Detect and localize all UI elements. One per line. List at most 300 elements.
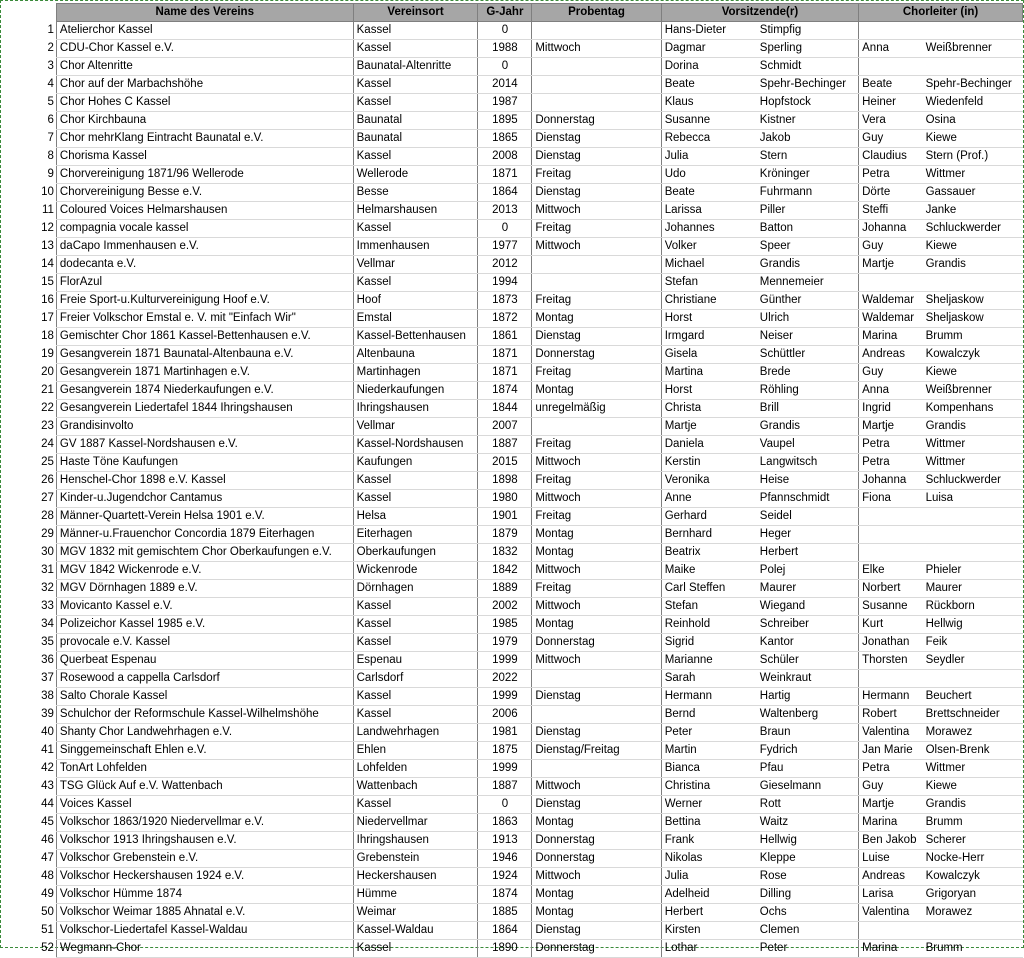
cell-chorleiter-last[interactable]: Feik [923, 634, 1023, 652]
cell-ort[interactable]: Kassel [353, 40, 478, 58]
cell-vorsitz-last[interactable]: Neiser [757, 328, 859, 346]
cell-ort[interactable]: Wellerode [353, 166, 478, 184]
cell-chorleiter-first[interactable]: Johanna [859, 220, 923, 238]
cell-ort[interactable]: Martinhagen [353, 364, 478, 382]
cell-year[interactable]: 1994 [478, 274, 532, 292]
cell-name[interactable]: Volkschor 1913 Ihringshausen e.V. [56, 832, 353, 850]
cell-tag[interactable]: Freitag [532, 292, 661, 310]
cell-year[interactable]: 1985 [478, 616, 532, 634]
cell-tag[interactable]: Freitag [532, 166, 661, 184]
cell-year[interactable]: 1874 [478, 886, 532, 904]
cell-tag[interactable]: Dienstag [532, 724, 661, 742]
cell-tag[interactable]: Mittwoch [532, 202, 661, 220]
row-number[interactable]: 35 [41, 636, 54, 648]
cell-vorsitz-last[interactable]: Günther [757, 292, 859, 310]
cell-year[interactable]: 1988 [478, 40, 532, 58]
cell-year[interactable]: 2022 [478, 670, 532, 688]
cell-year[interactable]: 1832 [478, 544, 532, 562]
cell-ort[interactable]: Kassel [353, 22, 478, 40]
row-number[interactable]: 18 [41, 330, 54, 342]
cell-chorleiter-first[interactable]: Fiona [859, 490, 923, 508]
cell-tag[interactable]: Dienstag [532, 184, 661, 202]
row-number[interactable]: 25 [41, 456, 54, 468]
cell-tag[interactable]: Dienstag/Freitag [532, 742, 661, 760]
cell-chorleiter-first[interactable]: Petra [859, 760, 923, 778]
row-number[interactable]: 45 [41, 816, 54, 828]
cell-chorleiter-last[interactable]: Wittmer [923, 166, 1023, 184]
header-chorleiter[interactable]: Chorleiter (in) [859, 4, 1023, 22]
cell-vorsitz-first[interactable]: Julia [661, 868, 757, 886]
cell-chorleiter-last[interactable]: Stern (Prof.) [923, 148, 1023, 166]
cell-chorleiter-first[interactable]: Jan Marie [859, 742, 923, 760]
cell-name[interactable]: Salto Chorale Kassel [56, 688, 353, 706]
cell-vorsitz-last[interactable]: Kantor [757, 634, 859, 652]
cell-vorsitz-first[interactable]: Christiane [661, 292, 757, 310]
cell-chorleiter-first[interactable]: Robert [859, 706, 923, 724]
cell-chorleiter-last[interactable] [923, 544, 1023, 562]
cell-vorsitz-last[interactable]: Jakob [757, 130, 859, 148]
cell-chorleiter-last[interactable] [923, 22, 1023, 40]
cell-vorsitz-first[interactable]: Peter [661, 724, 757, 742]
cell-vorsitz-first[interactable]: Daniela [661, 436, 757, 454]
cell-vorsitz-first[interactable]: Martin [661, 742, 757, 760]
cell-tag[interactable]: Donnerstag [532, 634, 661, 652]
cell-chorleiter-last[interactable]: Kiewe [923, 778, 1023, 796]
row-number[interactable]: 16 [41, 294, 54, 306]
cell-chorleiter-first[interactable]: Norbert [859, 580, 923, 598]
row-number[interactable]: 5 [47, 96, 54, 108]
cell-name[interactable]: Männer-u.Frauenchor Concordia 1879 Eiterhagen [56, 526, 353, 544]
cell-tag[interactable]: Dienstag [532, 796, 661, 814]
row-number[interactable]: 43 [41, 780, 54, 792]
cell-chorleiter-last[interactable]: Sheljaskow [923, 292, 1023, 310]
cell-chorleiter-first[interactable]: Guy [859, 778, 923, 796]
cell-vorsitz-last[interactable]: Wiegand [757, 598, 859, 616]
cell-vorsitz-first[interactable]: Rebecca [661, 130, 757, 148]
row-number[interactable]: 27 [41, 492, 54, 504]
cell-vorsitz-last[interactable]: Rott [757, 796, 859, 814]
cell-vorsitz-last[interactable]: Waltenberg [757, 706, 859, 724]
cell-year[interactable]: 2013 [478, 202, 532, 220]
cell-chorleiter-last[interactable] [923, 526, 1023, 544]
cell-chorleiter-first[interactable]: Steffi [859, 202, 923, 220]
cell-year[interactable]: 1861 [478, 328, 532, 346]
row-number[interactable]: 19 [41, 348, 54, 360]
cell-year[interactable]: 2007 [478, 418, 532, 436]
cell-chorleiter-last[interactable]: Wittmer [923, 454, 1023, 472]
cell-vorsitz-last[interactable]: Heger [757, 526, 859, 544]
cell-chorleiter-first[interactable] [859, 544, 923, 562]
cell-chorleiter-first[interactable]: Guy [859, 238, 923, 256]
cell-tag[interactable]: Donnerstag [532, 832, 661, 850]
cell-ort[interactable]: Espenau [353, 652, 478, 670]
cell-ort[interactable]: Besse [353, 184, 478, 202]
row-number[interactable]: 51 [41, 924, 54, 936]
cell-chorleiter-first[interactable]: Guy [859, 364, 923, 382]
cell-ort[interactable]: Baunatal [353, 112, 478, 130]
cell-tag[interactable] [532, 706, 661, 724]
cell-vorsitz-last[interactable]: Waitz [757, 814, 859, 832]
cell-tag[interactable]: Mittwoch [532, 598, 661, 616]
cell-ort[interactable]: Baunatal [353, 130, 478, 148]
cell-ort[interactable]: Kassel [353, 472, 478, 490]
cell-name[interactable]: dodecanta e.V. [56, 256, 353, 274]
cell-vorsitz-first[interactable]: Bernhard [661, 526, 757, 544]
cell-name[interactable]: Gesangverein 1871 Martinhagen e.V. [56, 364, 353, 382]
cell-vorsitz-first[interactable]: Volker [661, 238, 757, 256]
cell-chorleiter-first[interactable]: Petra [859, 454, 923, 472]
cell-vorsitz-last[interactable]: Speer [757, 238, 859, 256]
row-number[interactable]: 50 [41, 906, 54, 918]
cell-vorsitz-last[interactable]: Kistner [757, 112, 859, 130]
cell-tag[interactable]: Montag [532, 904, 661, 922]
cell-vorsitz-first[interactable]: Stefan [661, 274, 757, 292]
cell-chorleiter-last[interactable]: Luisa [923, 490, 1023, 508]
header-tag[interactable]: Probentag [532, 4, 661, 22]
cell-name[interactable]: Männer-Quartett-Verein Helsa 1901 e.V. [56, 508, 353, 526]
cell-vorsitz-last[interactable]: Grandis [757, 418, 859, 436]
cell-chorleiter-first[interactable]: Heiner [859, 94, 923, 112]
cell-vorsitz-last[interactable]: Clemen [757, 922, 859, 940]
cell-chorleiter-first[interactable]: Waldemar [859, 292, 923, 310]
cell-vorsitz-last[interactable]: Schmidt [757, 58, 859, 76]
cell-tag[interactable]: Mittwoch [532, 40, 661, 58]
row-number[interactable]: 26 [41, 474, 54, 486]
cell-vorsitz-first[interactable]: Werner [661, 796, 757, 814]
row-number[interactable]: 8 [47, 150, 54, 162]
cell-chorleiter-last[interactable] [923, 508, 1023, 526]
cell-ort[interactable]: Niedervellmar [353, 814, 478, 832]
cell-chorleiter-first[interactable]: Ben Jakob [859, 832, 923, 850]
cell-chorleiter-last[interactable] [923, 670, 1023, 688]
cell-tag[interactable]: Freitag [532, 580, 661, 598]
cell-ort[interactable]: Kassel [353, 688, 478, 706]
cell-ort[interactable]: Landwehrhagen [353, 724, 478, 742]
cell-name[interactable]: Atelierchor Kassel [56, 22, 353, 40]
row-number[interactable]: 3 [47, 60, 54, 72]
cell-name[interactable]: MGV 1832 mit gemischtem Chor Oberkaufungen e.V. [56, 544, 353, 562]
row-number[interactable]: 24 [41, 438, 54, 450]
cell-chorleiter-last[interactable]: Kowalczyk [923, 868, 1023, 886]
cell-tag[interactable]: Dienstag [532, 922, 661, 940]
row-number[interactable]: 49 [41, 888, 54, 900]
cell-name[interactable]: Freier Volkschor Emstal e. V. mit "Einfach Wir" [56, 310, 353, 328]
cell-vorsitz-last[interactable]: Pfau [757, 760, 859, 778]
cell-name[interactable]: GV 1887 Kassel-Nordshausen e.V. [56, 436, 353, 454]
cell-ort[interactable]: Kassel [353, 634, 478, 652]
cell-name[interactable]: Kinder-u.Jugendchor Cantamus [56, 490, 353, 508]
cell-vorsitz-first[interactable]: Martje [661, 418, 757, 436]
cell-tag[interactable]: Mittwoch [532, 238, 661, 256]
cell-ort[interactable]: Immenhausen [353, 238, 478, 256]
cell-vorsitz-first[interactable]: Julia [661, 148, 757, 166]
cell-name[interactable]: Coloured Voices Helmarshausen [56, 202, 353, 220]
cell-tag[interactable]: Freitag [532, 364, 661, 382]
cell-year[interactable]: 1979 [478, 634, 532, 652]
cell-tag[interactable]: Dienstag [532, 688, 661, 706]
cell-vorsitz-last[interactable]: Ochs [757, 904, 859, 922]
cell-chorleiter-first[interactable]: Anna [859, 382, 923, 400]
cell-vorsitz-first[interactable]: Veronika [661, 472, 757, 490]
row-number[interactable]: 41 [41, 744, 54, 756]
cell-chorleiter-last[interactable]: Scherer [923, 832, 1023, 850]
cell-chorleiter-last[interactable]: Gassauer [923, 184, 1023, 202]
cell-year[interactable]: 1885 [478, 904, 532, 922]
cell-vorsitz-last[interactable]: Sperling [757, 40, 859, 58]
row-number[interactable]: 39 [41, 708, 54, 720]
row-number[interactable]: 29 [41, 528, 54, 540]
cell-chorleiter-last[interactable]: Morawez [923, 724, 1023, 742]
cell-ort[interactable]: Kassel [353, 220, 478, 238]
cell-chorleiter-first[interactable]: Jonathan [859, 634, 923, 652]
cell-vorsitz-last[interactable]: Kröninger [757, 166, 859, 184]
cell-year[interactable]: 1890 [478, 940, 532, 958]
cell-chorleiter-first[interactable]: Johanna [859, 472, 923, 490]
cell-vorsitz-first[interactable]: Irmgard [661, 328, 757, 346]
cell-vorsitz-first[interactable]: Dorina [661, 58, 757, 76]
row-number[interactable]: 7 [47, 132, 54, 144]
cell-chorleiter-last[interactable]: Hellwig [923, 616, 1023, 634]
cell-vorsitz-first[interactable]: Johannes [661, 220, 757, 238]
cell-year[interactable]: 1889 [478, 580, 532, 598]
cell-vorsitz-last[interactable]: Heise [757, 472, 859, 490]
cell-vorsitz-last[interactable]: Röhling [757, 382, 859, 400]
cell-tag[interactable]: Dienstag [532, 130, 661, 148]
cell-ort[interactable]: Oberkaufungen [353, 544, 478, 562]
cell-chorleiter-last[interactable]: Grandis [923, 796, 1023, 814]
cell-vorsitz-first[interactable]: Hermann [661, 688, 757, 706]
cell-year[interactable]: 1863 [478, 814, 532, 832]
cell-name[interactable]: Chor mehrKlang Eintracht Baunatal e.V. [56, 130, 353, 148]
cell-ort[interactable]: Lohfelden [353, 760, 478, 778]
cell-year[interactable]: 0 [478, 22, 532, 40]
cell-vorsitz-last[interactable]: Mennemeier [757, 274, 859, 292]
cell-chorleiter-first[interactable] [859, 274, 923, 292]
cell-tag[interactable] [532, 94, 661, 112]
cell-chorleiter-last[interactable]: Kompenhans [923, 400, 1023, 418]
cell-ort[interactable]: Kassel [353, 76, 478, 94]
cell-ort[interactable]: Kassel [353, 940, 478, 958]
cell-tag[interactable]: Mittwoch [532, 490, 661, 508]
cell-name[interactable]: CDU-Chor Kassel e.V. [56, 40, 353, 58]
cell-name[interactable]: Gesangverein 1871 Baunatal-Altenbauna e.V. [56, 346, 353, 364]
cell-vorsitz-first[interactable]: Hans-Dieter [661, 22, 757, 40]
cell-vorsitz-last[interactable]: Pfannschmidt [757, 490, 859, 508]
cell-year[interactable]: 2002 [478, 598, 532, 616]
cell-chorleiter-last[interactable] [923, 58, 1023, 76]
cell-chorleiter-last[interactable]: Schluckwerder [923, 472, 1023, 490]
cell-ort[interactable]: Altenbauna [353, 346, 478, 364]
cell-tag[interactable]: Montag [532, 886, 661, 904]
cell-chorleiter-first[interactable]: Ingrid [859, 400, 923, 418]
cell-tag[interactable]: Donnerstag [532, 850, 661, 868]
cell-chorleiter-last[interactable]: Brumm [923, 814, 1023, 832]
cell-chorleiter-last[interactable]: Grandis [923, 256, 1023, 274]
cell-chorleiter-first[interactable]: Martje [859, 256, 923, 274]
cell-vorsitz-first[interactable]: Udo [661, 166, 757, 184]
cell-name[interactable]: FlorAzul [56, 274, 353, 292]
cell-tag[interactable]: Mittwoch [532, 562, 661, 580]
row-number[interactable]: 40 [41, 726, 54, 738]
cell-year[interactable]: 2014 [478, 76, 532, 94]
cell-ort[interactable]: Kassel [353, 796, 478, 814]
cell-ort[interactable]: Niederkaufungen [353, 382, 478, 400]
cell-chorleiter-first[interactable]: Marina [859, 940, 923, 958]
cell-tag[interactable]: Montag [532, 310, 661, 328]
cell-vorsitz-last[interactable]: Stern [757, 148, 859, 166]
cell-tag[interactable]: Montag [532, 544, 661, 562]
cell-vorsitz-last[interactable]: Schreiber [757, 616, 859, 634]
row-number[interactable]: 28 [41, 510, 54, 522]
row-number[interactable]: 31 [41, 564, 54, 576]
row-number[interactable]: 23 [41, 420, 54, 432]
row-number[interactable]: 10 [41, 186, 54, 198]
cell-year[interactable]: 1865 [478, 130, 532, 148]
cell-vorsitz-last[interactable]: Grandis [757, 256, 859, 274]
cell-chorleiter-last[interactable]: Sheljaskow [923, 310, 1023, 328]
cell-tag[interactable]: Freitag [532, 472, 661, 490]
cell-vorsitz-last[interactable]: Maurer [757, 580, 859, 598]
cell-chorleiter-first[interactable]: Thorsten [859, 652, 923, 670]
cell-tag[interactable]: Donnerstag [532, 940, 661, 958]
cell-vorsitz-last[interactable]: Hartig [757, 688, 859, 706]
cell-year[interactable]: 1924 [478, 868, 532, 886]
cell-vorsitz-first[interactable]: Christa [661, 400, 757, 418]
row-number[interactable]: 42 [41, 762, 54, 774]
cell-chorleiter-last[interactable]: Kowalczyk [923, 346, 1023, 364]
row-number[interactable]: 22 [41, 402, 54, 414]
cell-chorleiter-first[interactable]: Marina [859, 814, 923, 832]
row-number[interactable]: 47 [41, 852, 54, 864]
cell-name[interactable]: Querbeat Espenau [56, 652, 353, 670]
cell-vorsitz-first[interactable]: Martina [661, 364, 757, 382]
cell-vorsitz-first[interactable]: Beate [661, 184, 757, 202]
row-number[interactable]: 2 [47, 42, 54, 54]
cell-name[interactable]: Gesangverein 1874 Niederkaufungen e.V. [56, 382, 353, 400]
cell-year[interactable]: 1875 [478, 742, 532, 760]
row-number[interactable]: 21 [41, 384, 54, 396]
cell-vorsitz-last[interactable]: Schüttler [757, 346, 859, 364]
cell-year[interactable]: 1898 [478, 472, 532, 490]
header-ort[interactable]: Vereinsort [353, 4, 478, 22]
cell-chorleiter-last[interactable] [923, 274, 1023, 292]
cell-ort[interactable]: Baunatal-Altenritte [353, 58, 478, 76]
cell-year[interactable]: 1946 [478, 850, 532, 868]
cell-vorsitz-last[interactable]: Hellwig [757, 832, 859, 850]
cell-name[interactable]: Polizeichor Kassel 1985 e.V. [56, 616, 353, 634]
cell-vorsitz-first[interactable]: Horst [661, 382, 757, 400]
cell-year[interactable]: 1977 [478, 238, 532, 256]
cell-ort[interactable]: Kassel [353, 598, 478, 616]
cell-chorleiter-last[interactable]: Nocke-Herr [923, 850, 1023, 868]
cell-tag[interactable]: Mittwoch [532, 778, 661, 796]
row-number[interactable]: 1 [47, 24, 54, 36]
cell-vorsitz-first[interactable]: Gerhard [661, 508, 757, 526]
cell-ort[interactable]: Kassel [353, 274, 478, 292]
cell-tag[interactable] [532, 418, 661, 436]
cell-chorleiter-last[interactable]: Beuchert [923, 688, 1023, 706]
cell-vorsitz-last[interactable]: Fuhrmann [757, 184, 859, 202]
cell-chorleiter-last[interactable]: Rückborn [923, 598, 1023, 616]
cell-vorsitz-first[interactable]: Sigrid [661, 634, 757, 652]
cell-vorsitz-first[interactable]: Reinhold [661, 616, 757, 634]
cell-chorleiter-first[interactable]: Andreas [859, 868, 923, 886]
cell-name[interactable]: Chor auf der Marbachshöhe [56, 76, 353, 94]
cell-name[interactable]: daCapo Immenhausen e.V. [56, 238, 353, 256]
cell-chorleiter-first[interactable]: Valentina [859, 724, 923, 742]
cell-vorsitz-first[interactable]: Michael [661, 256, 757, 274]
cell-ort[interactable]: Kassel [353, 706, 478, 724]
cell-name[interactable]: Volkschor 1863/1920 Niedervellmar e.V. [56, 814, 353, 832]
cell-year[interactable]: 2015 [478, 454, 532, 472]
cell-year[interactable]: 1980 [478, 490, 532, 508]
cell-name[interactable]: Chor Hohes C Kassel [56, 94, 353, 112]
cell-year[interactable]: 0 [478, 796, 532, 814]
cell-chorleiter-last[interactable]: Kiewe [923, 364, 1023, 382]
cell-vorsitz-first[interactable]: Anne [661, 490, 757, 508]
cell-name[interactable]: Chorisma Kassel [56, 148, 353, 166]
cell-name[interactable]: Gemischter Chor 1861 Kassel-Bettenhausen e.V. [56, 328, 353, 346]
cell-vorsitz-first[interactable]: Nikolas [661, 850, 757, 868]
cell-year[interactable]: 1887 [478, 436, 532, 454]
cell-chorleiter-last[interactable]: Wittmer [923, 760, 1023, 778]
cell-tag[interactable]: Mittwoch [532, 652, 661, 670]
cell-chorleiter-first[interactable] [859, 670, 923, 688]
cell-name[interactable]: MGV 1842 Wickenrode e.V. [56, 562, 353, 580]
row-number[interactable]: 13 [41, 240, 54, 252]
cell-name[interactable]: Chorvereinigung 1871/96 Wellerode [56, 166, 353, 184]
cell-year[interactable]: 1842 [478, 562, 532, 580]
cell-chorleiter-first[interactable]: Andreas [859, 346, 923, 364]
cell-name[interactable]: Volkschor Heckershausen 1924 e.V. [56, 868, 353, 886]
cell-tag[interactable] [532, 670, 661, 688]
cell-name[interactable]: Volkschor Hümme 1874 [56, 886, 353, 904]
cell-vorsitz-first[interactable]: Bettina [661, 814, 757, 832]
row-number[interactable]: 33 [41, 600, 54, 612]
row-number[interactable]: 15 [41, 276, 54, 288]
header-year[interactable]: G-Jahr [478, 4, 532, 22]
cell-chorleiter-first[interactable]: Larisa [859, 886, 923, 904]
cell-ort[interactable]: Weimar [353, 904, 478, 922]
cell-year[interactable]: 1872 [478, 310, 532, 328]
cell-chorleiter-first[interactable]: Waldemar [859, 310, 923, 328]
cell-chorleiter-last[interactable]: Weißbrenner [923, 382, 1023, 400]
cell-name[interactable]: Grandisinvolto [56, 418, 353, 436]
cell-ort[interactable]: Heckershausen [353, 868, 478, 886]
cell-chorleiter-first[interactable]: Anna [859, 40, 923, 58]
cell-name[interactable]: provocale e.V. Kassel [56, 634, 353, 652]
cell-year[interactable]: 1913 [478, 832, 532, 850]
cell-vorsitz-first[interactable]: Beate [661, 76, 757, 94]
cell-chorleiter-last[interactable]: Olsen-Brenk [923, 742, 1023, 760]
cell-ort[interactable]: Kassel [353, 616, 478, 634]
cell-tag[interactable]: unregelmäßig [532, 400, 661, 418]
cell-vorsitz-last[interactable]: Herbert [757, 544, 859, 562]
cell-chorleiter-last[interactable]: Phieler [923, 562, 1023, 580]
cell-vorsitz-last[interactable]: Batton [757, 220, 859, 238]
cell-year[interactable]: 1895 [478, 112, 532, 130]
cell-name[interactable]: Rosewood a cappella Carlsdorf [56, 670, 353, 688]
cell-vorsitz-last[interactable]: Hopfstock [757, 94, 859, 112]
header-name[interactable]: Name des Vereins [56, 4, 353, 22]
cell-year[interactable]: 1887 [478, 778, 532, 796]
cell-chorleiter-first[interactable]: Beate [859, 76, 923, 94]
cell-tag[interactable] [532, 22, 661, 40]
cell-chorleiter-first[interactable]: Vera [859, 112, 923, 130]
cell-ort[interactable]: Kassel [353, 148, 478, 166]
cell-chorleiter-first[interactable]: Martje [859, 418, 923, 436]
cell-chorleiter-first[interactable] [859, 922, 923, 940]
